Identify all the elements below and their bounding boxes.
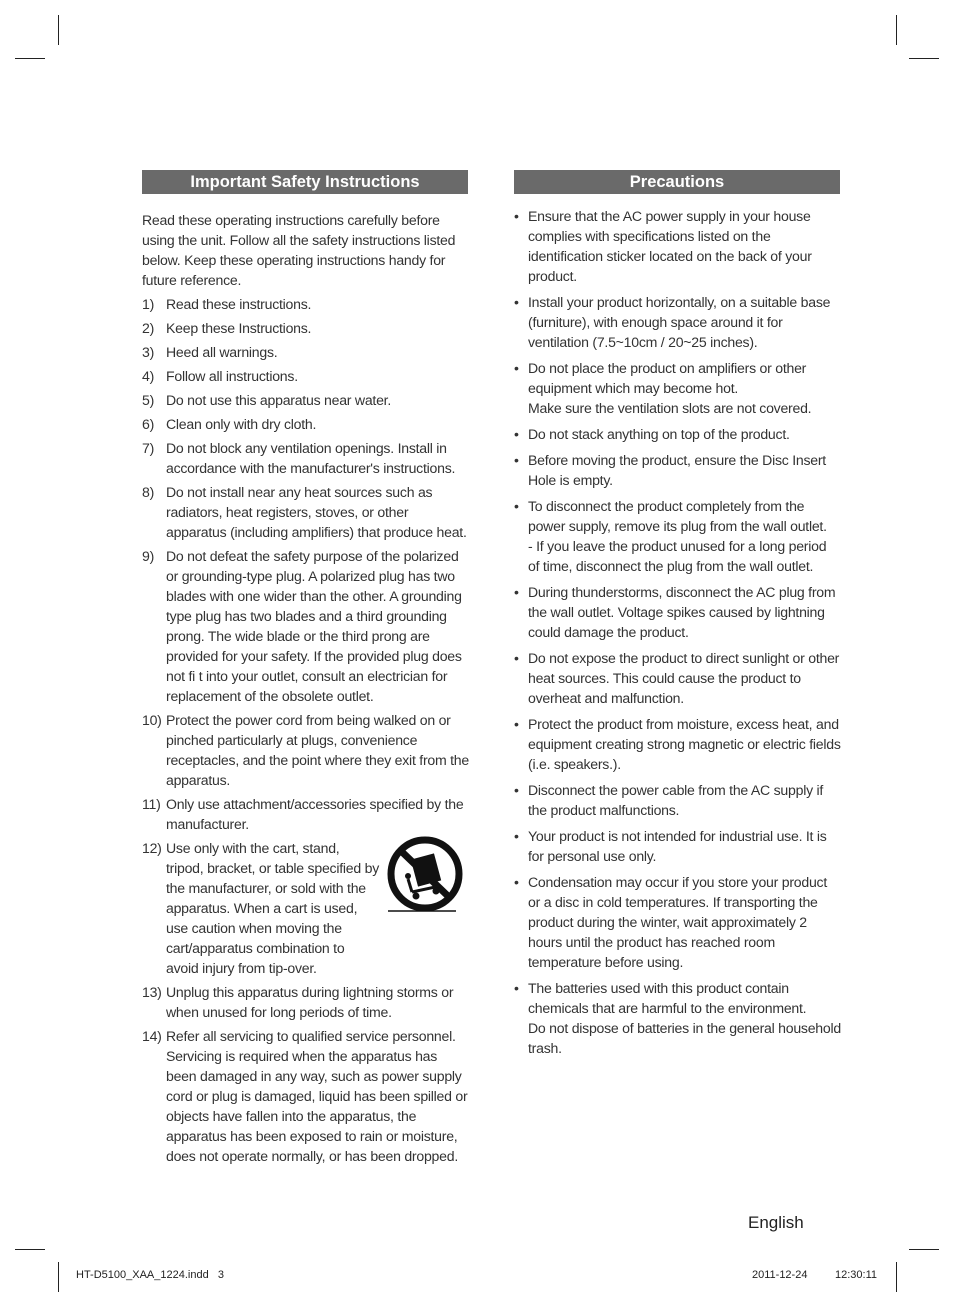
list-item: • During thunderstorms, disconnect the AC plug from the wall outlet. Voltage spikes caused by lightning could damage the product. xyxy=(514,584,836,640)
list-item: 1) Read these instructions. xyxy=(142,296,312,312)
section-title: Precautions xyxy=(514,170,840,194)
list-item: 6) Clean only with dry cloth. xyxy=(142,416,317,432)
page-language-label: English xyxy=(748,1213,804,1232)
crop-mark xyxy=(909,58,939,59)
list-item: 3) Heed all warnings. xyxy=(142,344,278,360)
crop-mark xyxy=(15,58,45,59)
list-item: • Protect the product from moisture, excess heat, and equipment creating strong magnetic or electric fields (i.e. speakers.). xyxy=(514,716,841,772)
crop-mark xyxy=(909,1249,939,1250)
list-item: • Disconnect the power cable from the AC supply if the product malfunctions. xyxy=(514,782,824,818)
list-item: 10) Protect the power cord from being walked on or pinched particularly at plugs, convenience receptacles, and the point where they exit from the apparatus. xyxy=(142,712,469,788)
crop-mark xyxy=(896,1262,897,1292)
list-item: 13) Unplug this apparatus during lightning storms or when unused for long periods of time. xyxy=(142,984,454,1020)
crop-mark xyxy=(58,15,59,45)
list-item: • Do not expose the product to direct sunlight or other heat sources. This could cause the product to overheat and malfunction. xyxy=(514,650,840,706)
list-item: • The batteries used with this product contain chemicals that are harmful to the environment. Do not dispose of batteries in the general household trash. xyxy=(514,980,841,1056)
section-title: Important Safety Instructions xyxy=(142,170,468,194)
list-item: 11) Only use attachment/accessories specified by the manufacturer. xyxy=(142,796,464,832)
cart-tip-over-warning-icon xyxy=(386,836,464,914)
print-slug-time: 12:30:11 xyxy=(835,1269,878,1281)
crop-mark xyxy=(896,15,897,45)
list-item: 14) Refer all servicing to qualified service personnel. Servicing is required when the apparatus has been damaged in any way, such as power supply cord or plug is damaged, liquid has been spilled or objects have fallen into the apparatus, the apparatus has been exposed to rain or moisture, does not operate normally, or has been dropped. xyxy=(142,1028,468,1164)
list-item: 9) Do not defeat the safety purpose of the polarized or grounding-type plug. A polarized plug has two blades with one wider than the other. A grounding type plug has two blades and a third grounding prong. The wide blade or the third prong are provided for your safety. If the provided plug does not fi t into your outlet, consult an electrician for replacement of the obsolete outlet. xyxy=(142,548,462,704)
print-slug-date: 2011-12-24 xyxy=(752,1269,808,1281)
list-item: • To disconnect the product completely from the power supply, remove its plug from the wall outlet. - If you leave the product unused for a long period of time, disconnect the plug from the wall outlet. xyxy=(514,498,827,574)
list-item: • Do not stack anything on top of the product. xyxy=(514,426,790,442)
list-item: • Condensation may occur if you store your product or a disc in cold temperatures. If transporting the product during the winter, wait approximately 2 hours until the product has reached room temperature before using. xyxy=(514,874,828,970)
precautions-list xyxy=(514,206,841,1058)
precautions-section xyxy=(514,170,841,1064)
list-item: 12) Use only with the cart, stand, tripod, bracket, or table specified by the manufacturer, or sold with the apparatus. When a cart is used, use caution when moving the cart/apparatus combination to avoid injury from tip-over. xyxy=(142,838,470,978)
list-item: 2) Keep these Instructions. xyxy=(142,320,312,336)
instruction-list xyxy=(142,294,470,1166)
list-item: • Ensure that the AC power supply in your house complies with specifications listed on the identification sticker located on the back of your product. xyxy=(514,208,812,284)
list-item: 4) Follow all instructions. xyxy=(142,368,298,384)
list-item: • Install your product horizontally, on a suitable base (furniture), with enough space around it for ventilation (7.5~10cm / 20~25 inches). xyxy=(514,294,831,350)
crop-mark xyxy=(58,1262,59,1292)
crop-mark xyxy=(15,1249,45,1250)
list-item: • Do not place the product on amplifiers or other equipment which may become hot. Make sure the ventilation slots are not covered. xyxy=(514,360,812,416)
list-item: 7) Do not block any ventilation openings. Install in accordance with the manufacturer's instructions. xyxy=(142,440,456,476)
list-item: • Your product is not intended for industrial use. It is for personal use only. xyxy=(514,828,827,864)
print-slug-filename: HT-D5100_XAA_1224.indd 3 xyxy=(76,1269,224,1281)
list-item: 8) Do not install near any heat sources such as radiators, heat registers, stoves, or other apparatus (including amplifiers) that produce heat. xyxy=(142,484,467,540)
safety-instructions-section xyxy=(142,170,470,1170)
list-item: 5) Do not use this apparatus near water. xyxy=(142,392,392,408)
list-item: • Before moving the product, ensure the Disc Insert Hole is empty. xyxy=(514,452,826,488)
intro-paragraph: Read these operating instructions carefully before using the unit. Follow all the safety instructions listed below. Keep these operating instructions handy for future reference. xyxy=(142,212,456,288)
